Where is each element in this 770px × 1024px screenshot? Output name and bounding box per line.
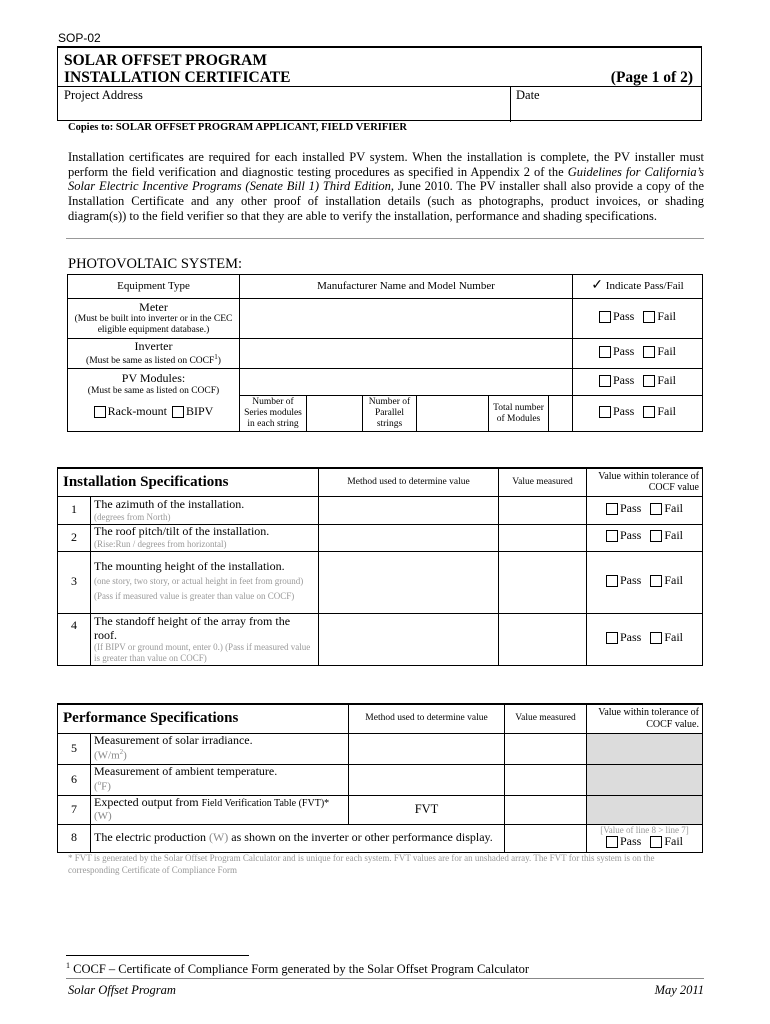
row-number: 4 <box>58 613 91 665</box>
col-equipment-type: Equipment Type <box>68 275 240 299</box>
azimuth-pass-checkbox[interactable] <box>606 503 618 515</box>
standoff-pass-checkbox[interactable] <box>606 632 618 644</box>
footer-rule <box>66 978 704 979</box>
series-modules-label: Number of Series modules in each string <box>240 396 307 432</box>
title-line-1: SOLAR OFFSET PROGRAM <box>64 52 267 69</box>
spec-note: (degrees from North) <box>94 511 171 522</box>
string-fail-checkbox[interactable] <box>643 406 655 418</box>
pitch-fail-checkbox[interactable] <box>650 530 662 542</box>
spec-note: (If BIPV or ground mount, enter 0.) (Pass if measured value is greater than value on COCF) <box>94 642 311 663</box>
footnote-marker: 1 <box>66 961 70 970</box>
divider <box>66 238 704 239</box>
install-col-measured: Value measured <box>499 468 587 496</box>
spec-text: Measurement of ambient temperature. <box>94 764 278 779</box>
row-number: 1 <box>58 496 91 524</box>
pv-heading: PHOTOVOLTAIC SYSTEM: <box>68 256 243 272</box>
expected-output-measured-field[interactable] <box>505 795 587 824</box>
height-fail-checkbox[interactable] <box>650 575 662 587</box>
spec-text: The standoff height of the array from the roof. <box>94 613 291 642</box>
temperature-tolerance-shaded <box>587 764 703 795</box>
inverter-note: (Must be same as listed on COCF <box>86 356 215 367</box>
inverter-model-field[interactable] <box>240 339 573 369</box>
col-indicate: Indicate Pass/Fail <box>605 280 684 293</box>
meter-title: Meter <box>139 299 168 314</box>
intro-paragraph: Installation certificates are required for each installed PV system. When the installation is complete, the PV installer must perform the field verification and diagnostic testing procedures as specified in Appendix 2 of the Guidelines for California’s Solar Electric Incentive Programs (Senate Bill 1) Third Edition, June 2010. The PV installer shall also provide a copy of the Installation Certificate and any other proof of installation details (such as photographs, product invoices, or shading diagram(s)) to the field verifier so that they are able to verify the installation, performance and shading specifications. <box>68 150 704 223</box>
height-method-field[interactable] <box>319 551 499 613</box>
inverter-fail-checkbox[interactable] <box>643 346 655 358</box>
performance-specs-table: Performance Specifications Method used to determine value Value measured Value within tolerance of COCF value. 5 Measurement of solar irradiance. $(W/m^2)$ 6 Measurement of ambient temperature. ($^o$F) 7 Expected output from Field Verification Table (FVT)* (W) FVT 8 The electric production (W) as shown on the inverter or other performance display. [Value of line 8 > line 7] Pass Fail <box>57 703 703 853</box>
pitch-measured-field[interactable] <box>499 524 587 551</box>
footnote-rule <box>66 955 249 956</box>
page-indicator: (Page 1 of 2) <box>610 69 693 86</box>
spec-text: Expected output from <box>94 795 202 810</box>
standoff-fail-checkbox[interactable] <box>650 632 662 644</box>
installation-heading: Installation Specifications <box>58 468 319 496</box>
spec-text: The roof pitch/tilt of the installation. <box>94 524 270 539</box>
spec-text: The azimuth of the installation. <box>94 496 245 511</box>
meter-note: (Must be built into inverter or in the CEC eligible equipment database.) <box>74 314 233 336</box>
parallel-strings-field[interactable] <box>417 396 489 432</box>
total-modules-label: Total number of Modules <box>489 396 549 432</box>
row-number: 2 <box>58 524 91 551</box>
meter-model-field[interactable] <box>240 299 573 339</box>
row-number: 8 <box>58 824 91 852</box>
temperature-method-field[interactable] <box>349 764 505 795</box>
height-measured-field[interactable] <box>499 551 587 613</box>
perf-col-tolerance: Value within tolerance of COCF value. <box>587 704 703 733</box>
spec-note: (one story, two story, or actual height in feet from ground) (Pass if measured value is greater than value on COCF) <box>94 575 304 601</box>
spec-note: (Rise:Run / degrees from horizontal) <box>94 539 227 550</box>
meter-fail-checkbox[interactable] <box>643 311 655 323</box>
production-measured-field[interactable] <box>505 824 587 852</box>
modules-model-field[interactable] <box>240 369 573 396</box>
meter-pass-checkbox[interactable] <box>599 311 611 323</box>
parallel-strings-label: Number of Parallel strings <box>363 396 417 432</box>
temperature-measured-field[interactable] <box>505 764 587 795</box>
date-label: Date <box>516 88 540 102</box>
string-pass-checkbox[interactable] <box>599 406 611 418</box>
project-address-label: Project Address <box>64 88 143 102</box>
inverter-title: Inverter <box>134 338 173 353</box>
spec-text: The mounting height of the installation. <box>94 559 285 574</box>
install-col-tolerance: Value within tolerance of COCF value <box>587 468 703 496</box>
standoff-measured-field[interactable] <box>499 613 587 665</box>
modules-fail-checkbox[interactable] <box>643 375 655 387</box>
checkmark-icon: ✓ <box>591 278 604 294</box>
pitch-pass-checkbox[interactable] <box>606 530 618 542</box>
row-number: 6 <box>58 764 91 795</box>
perf-col-measured: Value measured <box>505 704 587 733</box>
production-fail-checkbox[interactable] <box>650 836 662 848</box>
bipv-checkbox[interactable] <box>172 406 184 418</box>
copies-to: Copies to: SOLAR OFFSET PROGRAM APPLICANT, FIELD VERIFIER <box>68 122 407 133</box>
fvt-method: FVT <box>349 795 505 824</box>
perf-col-method: Method used to determine value <box>349 704 505 733</box>
total-modules-field[interactable] <box>549 396 573 432</box>
irradiance-measured-field[interactable] <box>505 733 587 764</box>
title-line-2: INSTALLATION CERTIFICATE <box>64 69 291 86</box>
height-pass-checkbox[interactable] <box>606 575 618 587</box>
inverter-pass-checkbox[interactable] <box>599 346 611 358</box>
document-code: SOP-02 <box>58 31 101 45</box>
pitch-method-field[interactable] <box>319 524 499 551</box>
production-pass-checkbox[interactable] <box>606 836 618 848</box>
row-number: 7 <box>58 795 91 824</box>
spec-text: The electric production <box>94 830 209 845</box>
spec-text: Measurement of solar irradiance. <box>94 733 253 748</box>
modules-pass-checkbox[interactable] <box>599 375 611 387</box>
footer-left: Solar Offset Program <box>68 983 176 997</box>
tolerance-note: [Value of line 8 > line 7] <box>600 824 689 835</box>
row-number: 5 <box>58 733 91 764</box>
modules-note: (Must be same as listed on COCF) <box>87 385 220 396</box>
performance-heading: Performance Specifications <box>58 704 349 733</box>
row-number: 3 <box>58 551 91 613</box>
col-manufacturer: Manufacturer Name and Model Number <box>240 275 573 299</box>
series-modules-field[interactable] <box>307 396 363 432</box>
fvt-footnote: * FVT is generated by the Solar Offset Program Calculator and is unique for each system. FVT values are for an unshaded array. The FVT for this system is on the corresponding Certificate of Compliance Form <box>68 853 655 875</box>
pv-system-table: Equipment Type Manufacturer Name and Model Number ✓ Indicate Pass/Fail Meter (Must be built into inverter or in the CEC eligible equipment database.) Pass Fail Inverter (Must be same as listed on COCF$^1$) Pass Fail PV Modules: (Must be same as listed on COCF) Rack-mount BIPV Pass Fail Number of Series modules in each string Number of Parallel strings Total number of Modules Pass Fail <box>67 274 703 432</box>
azimuth-method-field[interactable] <box>319 496 499 524</box>
modules-title: PV Modules: <box>121 371 186 385</box>
azimuth-measured-field[interactable] <box>499 496 587 524</box>
install-col-method: Method used to determine value <box>319 468 499 496</box>
standoff-method-field[interactable] <box>319 613 499 665</box>
azimuth-fail-checkbox[interactable] <box>650 503 662 515</box>
header-box <box>57 46 702 121</box>
irradiance-method-field[interactable] <box>349 733 505 764</box>
footnote-text: COCF – Certificate of Compliance Form generated by the Solar Offset Program Calculator <box>73 962 530 977</box>
rack-mount-checkbox[interactable] <box>94 406 106 418</box>
expected-output-tolerance-shaded <box>587 795 703 824</box>
irradiance-tolerance-shaded <box>587 733 703 764</box>
installation-specs-table: Installation Specifications Method used to determine value Value measured Value within tolerance of COCF value 1 The azimuth of the installation. (degrees from North) Pass Fail 2 The roof pitch/tilt of the installation. (Rise:Run / degrees from horizontal) Pass Fail 3 The mounting height of the installation. (one story, two story, or actual height in feet from ground) (Pass if measured value is greater than value on COCF) Pass Fail 4 The standoff height of the array from the roof. (If BIPV or ground mount, enter 0.) (Pass if measured value is greater than value on COCF) Pass Fail <box>57 467 703 666</box>
footer-right: May 2011 <box>654 983 704 997</box>
